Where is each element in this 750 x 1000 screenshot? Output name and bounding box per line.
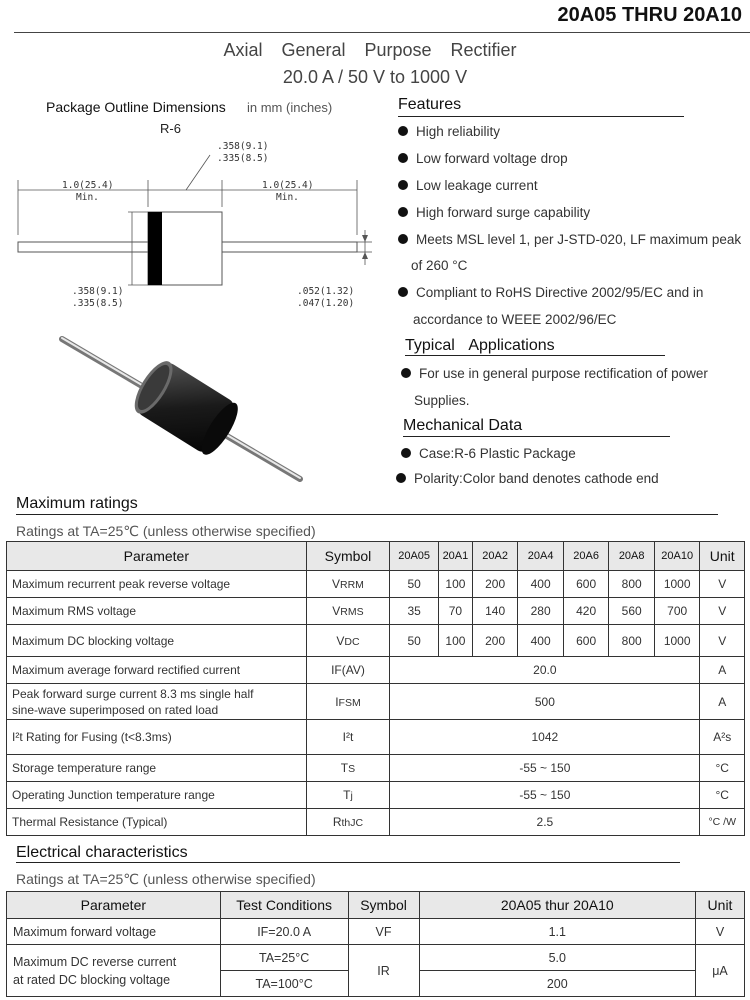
product-rating-line: 20.0 A / 50 V to 1000 V (282, 67, 468, 87)
col-part: 20A2 (472, 542, 518, 571)
col-parameter: Parameter (7, 892, 221, 919)
bullet-icon (398, 207, 408, 217)
max-ratings-underline (16, 514, 718, 515)
col-unit: Unit (696, 892, 745, 919)
bullet-icon (398, 287, 408, 297)
table-row: Maximum DC reverse current at rated DC blocking voltage TA=25°C IR 5.0 μA (7, 945, 745, 971)
features-underline (398, 116, 684, 117)
applications-underline (405, 355, 665, 356)
table-row: Maximum DC blocking voltage VDC 50 100 200 400 600 800 1000 V (7, 625, 745, 657)
col-part: 20A8 (609, 542, 655, 571)
electrical-table (6, 891, 745, 997)
table-row: Maximum recurrent peak reverse voltage VRRM 50 100 200 400 600 800 1000 V (7, 571, 745, 598)
col-test-conditions: Test Conditions (220, 892, 348, 919)
package-outline-title: Package Outline Dimensions (46, 99, 226, 115)
bullet-icon (398, 153, 408, 163)
application-item: For use in general purpose rectification of power (401, 366, 708, 381)
diode-3d-image (40, 325, 320, 495)
col-symbol: Symbol (306, 542, 390, 571)
col-parameter: Parameter (7, 542, 307, 571)
bullet-icon (396, 473, 406, 483)
applications-heading: Typical Applications (405, 337, 555, 354)
cathode-band (148, 212, 162, 285)
header-divider (14, 32, 750, 33)
bullet-icon (401, 368, 411, 378)
table-row: I²t Rating for Fusing (t<8.3ms) I²t 1042 A²s (7, 720, 745, 755)
feature-item-continued: of 260 °C (411, 258, 468, 273)
table-header-row (7, 542, 745, 571)
package-name: R-6 (160, 121, 181, 136)
table-row: Maximum RMS voltage VRMS 35 70 140 280 420 560 700 V (7, 598, 745, 625)
body-length-dim-b: .335(8.5) (217, 153, 269, 164)
mechanical-item: Case:R-6 Plastic Package (401, 446, 576, 461)
table-row: Maximum average forward rectified current IF(AV) 20.0 A (7, 657, 745, 684)
table-row: Storage temperature range TS -55 ~ 150 °C (7, 755, 745, 782)
product-subtitle: Axial General Purpose Rectifier (223, 40, 517, 60)
lead-dia-dim-a: .052(1.32) (297, 286, 355, 297)
electrical-underline (16, 862, 680, 863)
mechanical-underline (403, 436, 670, 437)
bullet-icon (398, 180, 408, 190)
electrical-note: Ratings at TA=25℃ (unless otherwise specified) (16, 871, 316, 887)
col-part: 20A1 (438, 542, 472, 571)
table-row: Maximum forward voltage IF=20.0 A VF 1.1 V (7, 919, 745, 945)
bullet-icon (401, 448, 411, 458)
table-row: TA=100°C 200 (7, 971, 745, 997)
max-ratings-table (6, 541, 745, 836)
left-lead (18, 242, 148, 252)
electrical-heading: Electrical characteristics (16, 844, 188, 861)
body-dia-dim-a: .358(9.1) (72, 286, 124, 297)
right-lead-dim-b: Min. (276, 192, 299, 203)
package-units: in mm (inches) (247, 100, 333, 115)
col-part: 20A10 (654, 542, 700, 571)
part-range-title: 20A05 THRU 20A10 (557, 4, 742, 26)
bullet-icon (398, 234, 408, 244)
left-lead-dim-a: 1.0(25.4) (62, 180, 114, 191)
left-lead-dim-b: Min. (76, 192, 99, 203)
max-ratings-note: Ratings at TA=25℃ (unless otherwise specified) (16, 523, 316, 539)
col-part: 20A6 (563, 542, 609, 571)
feature-item: High reliability (398, 124, 500, 139)
feature-item: Low forward voltage drop (398, 151, 568, 166)
col-unit: Unit (700, 542, 745, 571)
right-lead-dim-a: 1.0(25.4) (262, 180, 314, 191)
table-header-row (7, 892, 745, 919)
right-lead (222, 242, 357, 252)
lead-dia-dim-b: .047(1.20) (297, 298, 355, 309)
table-row: Operating Junction temperature range Tj -55 ~ 150 °C (7, 782, 745, 809)
body-dia-dim-b: .335(8.5) (72, 298, 124, 309)
mechanical-heading: Mechanical Data (403, 417, 523, 434)
features-heading: Features (398, 96, 462, 113)
feature-item: High forward surge capability (398, 205, 590, 220)
col-value: 20A05 thur 20A10 (419, 892, 696, 919)
feature-item: Compliant to RoHS Directive 2002/95/EC and in (398, 285, 703, 300)
col-part: 20A4 (518, 542, 564, 571)
table-row: Thermal Resistance (Typical) RthJC 2.5 °C /W (7, 809, 745, 836)
mechanical-item: Polarity:Color band denotes cathode end (396, 471, 659, 486)
bullet-icon (398, 126, 408, 136)
col-symbol: Symbol (348, 892, 419, 919)
table-row: Peak forward surge current 8.3 ms single half sine-wave superimposed on rated load IFSM 500 A (7, 684, 745, 720)
feature-item: Meets MSL level 1, per J-STD-020, LF maximum peak (398, 232, 741, 247)
feature-item-continued: accordance to WEEE 2002/96/EC (413, 312, 617, 327)
body-length-dim-a: .358(9.1) (217, 141, 269, 152)
max-ratings-heading: Maximum ratings (16, 495, 138, 512)
feature-item: Low leakage current (398, 178, 538, 193)
application-item-continued: Supplies. (414, 393, 470, 408)
col-part: 20A05 (390, 542, 439, 571)
